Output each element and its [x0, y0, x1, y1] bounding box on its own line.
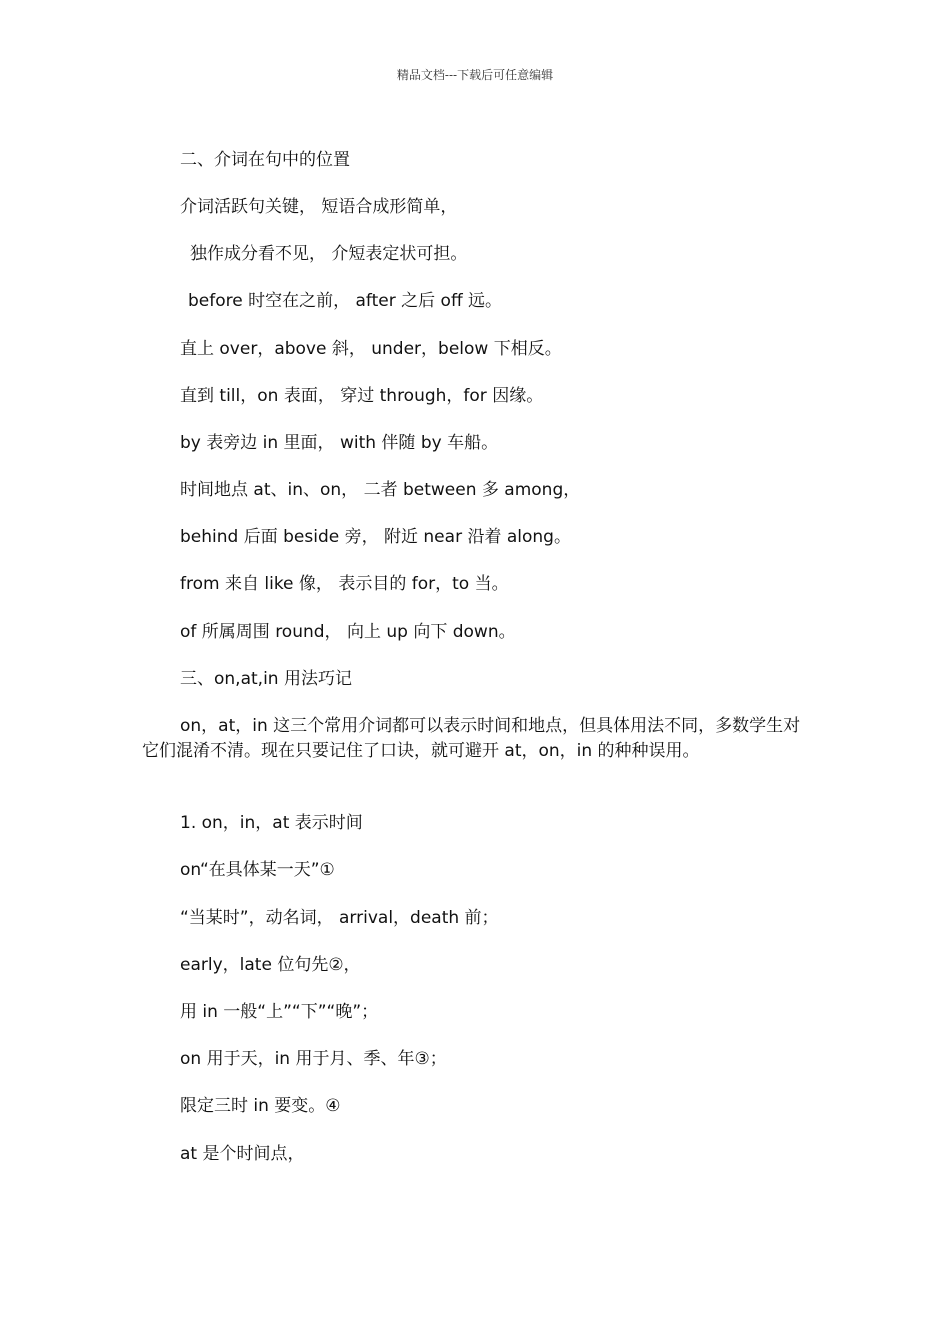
- verse-line: early，late 位句先②，: [180, 955, 361, 975]
- verse-line: 限定三时 in 要变。④: [180, 1096, 341, 1116]
- subsection-heading-time: 1. on，in，at 表示时间: [180, 813, 363, 833]
- verse-line: 直上 over，above 斜， under，below 下相反。: [180, 339, 562, 359]
- verse-line: on 用于天，in 用于月、季、年③；: [180, 1049, 447, 1069]
- page-header: 精品文档---下载后可任意编辑: [396, 68, 554, 82]
- verse-line: 介词活跃句关键， 短语合成形简单，: [180, 197, 458, 217]
- verse-line: behind 后面 beside 旁， 附近 near 沿着 along。: [180, 527, 571, 547]
- verse-line: from 来自 like 像， 表示目的 for，to 当。: [180, 574, 509, 594]
- verse-line: before 时空在之前， after 之后 off 远。: [188, 291, 503, 311]
- verse-line: 时间地点 at、in、on， 二者 between 多 among，: [180, 480, 581, 500]
- verse-line: “当某时”，动名词， arrival，death 前；: [180, 908, 499, 928]
- verse-line: 独作成分看不见， 介短表定状可担。: [190, 244, 468, 264]
- verse-line: on“在具体某一天”①: [180, 860, 335, 880]
- section-heading-on-at-in: 三、on,at,in 用法巧记: [180, 669, 352, 689]
- verse-line: 直到 till，on 表面， 穿过 through，for 因缘。: [180, 386, 544, 406]
- verse-line: 用 in 一般“上”“下”“晚”；: [180, 1002, 379, 1022]
- body-paragraph: on，at，in 这三个常用介词都可以表示时间和地点，但具体用法不同，多数学生对它们混淆不清。现在只要记住了口诀，就可避开 at，on，in 的种种误用。: [142, 716, 801, 761]
- section-heading-prepositions-position: 二、介词在句中的位置: [180, 150, 350, 170]
- verse-line: at 是个时间点，: [180, 1144, 305, 1164]
- verse-line: of 所属周围 round， 向上 up 向下 down。: [180, 622, 516, 642]
- verse-line: by 表旁边 in 里面， with 伴随 by 车船。: [180, 433, 499, 453]
